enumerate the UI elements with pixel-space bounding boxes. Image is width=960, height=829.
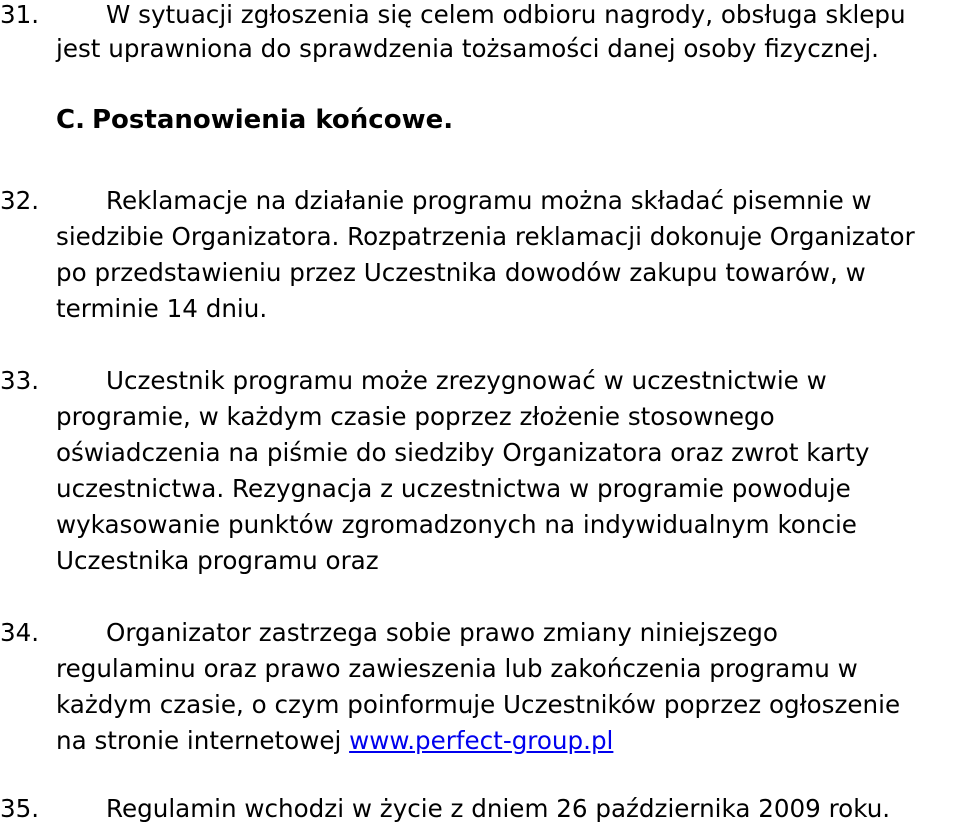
paragraph-33-line-5: wykasowanie punktów zgromadzonych na indywidualnym koncie	[56, 510, 857, 539]
paragraph-number-33: 33.	[0, 366, 40, 395]
paragraph-33-line-1: Uczestnik programu może zrezygnować w uczestnictwie w	[106, 366, 827, 395]
section-label: C.	[56, 105, 85, 135]
paragraph-32-line-2: siedzibie Organizatora. Rozpatrzenia reklamacji dokonuje Organizator	[56, 222, 915, 251]
paragraph-34-line-4-text: na stronie internetowej	[56, 726, 350, 755]
paragraph-33-line-3: oświadczenia na piśmie do siedziby Organizatora oraz zwrot karty	[56, 438, 870, 467]
paragraph-32-line-1: Reklamacje na działanie programu można składać pisemnie w	[106, 186, 872, 215]
section-title: Postanowienia końcowe.	[92, 105, 454, 135]
paragraph-number-32: 32.	[0, 186, 40, 215]
paragraph-32-line-4: terminie 14 dniu.	[56, 294, 268, 323]
paragraph-34-line-3: każdym czasie, o czym poinformuje Uczestników poprzez ogłoszenie	[56, 690, 901, 719]
paragraph-34-line-4	[56, 726, 613, 756]
paragraph-31-line-1: W sytuacji zgłoszenia się celem odbioru nagrody, obsługa sklepu	[106, 0, 906, 29]
paragraph-number-34: 34.	[0, 618, 40, 647]
paragraph-33-line-4: uczestnictwa. Rezygnacja z uczestnictwa w programie powoduje	[56, 474, 851, 503]
paragraph-33-line-2: programie, w każdym czasie poprzez złożenie stosownego	[56, 402, 775, 431]
paragraph-34-line-2: regulaminu oraz prawo zawieszenia lub zakończenia programu w	[56, 654, 858, 683]
website-link[interactable]: www.perfect-group.pl	[349, 726, 614, 755]
paragraph-32-line-3: po przedstawieniu przez Uczestnika dowodów zakupu towarów, w	[56, 258, 866, 287]
paragraph-number-35: 35.	[0, 794, 40, 823]
paragraph-31-line-2: jest uprawniona do sprawdzenia tożsamości danej osoby fizycznej.	[56, 34, 880, 63]
paragraph-number-31: 31.	[0, 0, 40, 29]
paragraph-34-line-1: Organizator zastrzega sobie prawo zmiany niniejszego	[106, 618, 778, 647]
paragraph-33-line-6: Uczestnika programu oraz	[56, 546, 379, 575]
paragraph-35-line-1: Regulamin wchodzi w życie z dniem 26 października 2009 roku.	[106, 794, 891, 823]
